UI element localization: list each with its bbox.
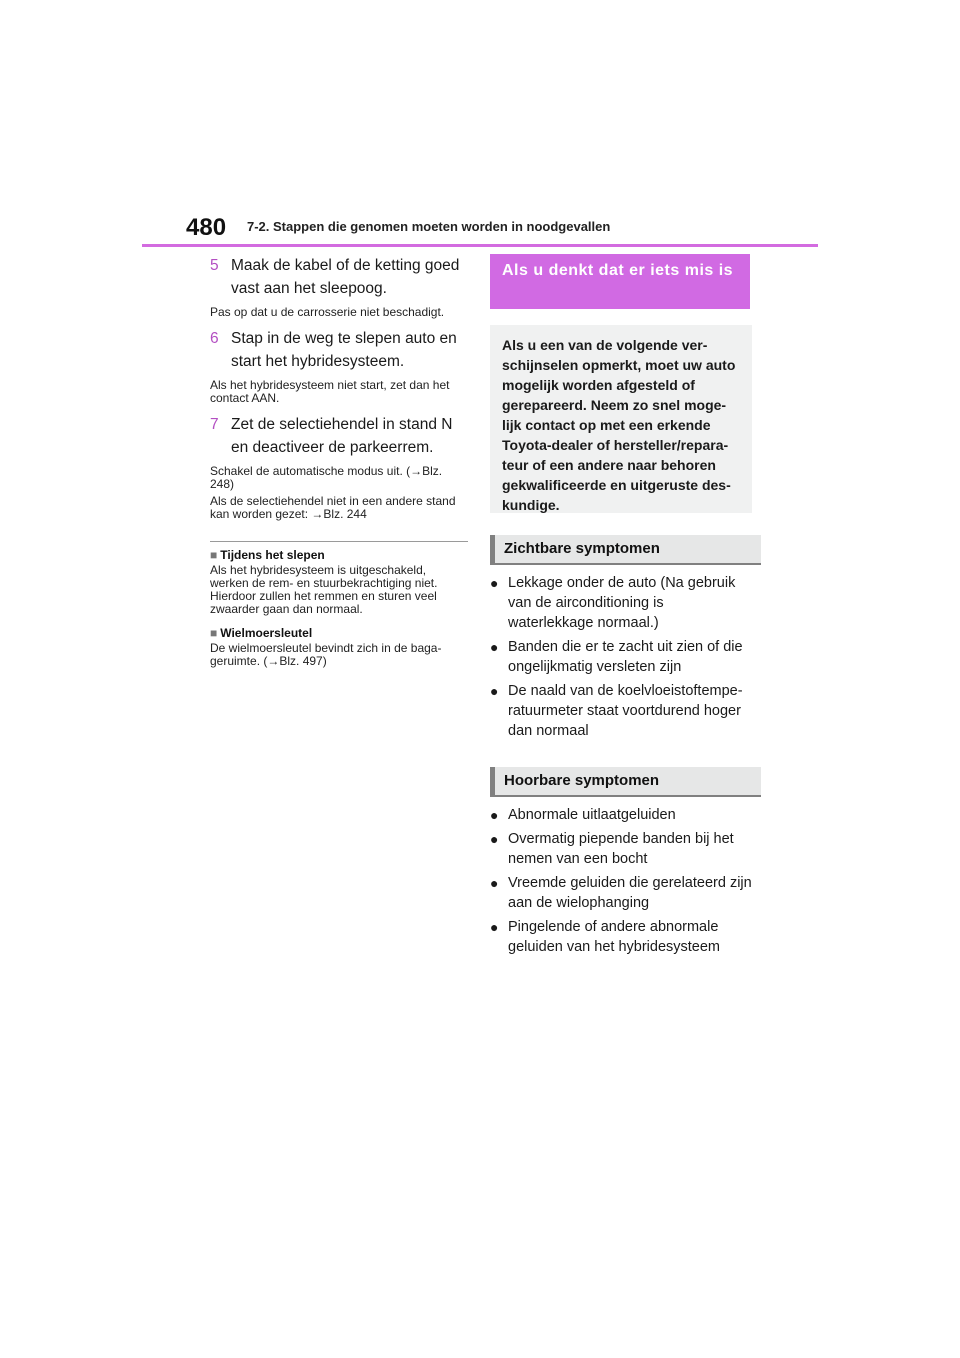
section-banner: Als u denkt dat er iets mis is bbox=[490, 254, 750, 309]
section-title: 7-2. Stappen die genomen moeten worden in noodgevallen bbox=[247, 219, 611, 234]
list-item bbox=[490, 873, 752, 913]
list-item bbox=[490, 573, 752, 633]
list-item-text: Pingelende of andere abnormale geluiden van het hybridesysteem bbox=[508, 919, 720, 955]
list-item-text: Banden die er te zacht uit zien of die ongelijkmatig versleten zijn bbox=[508, 639, 743, 675]
list-item bbox=[490, 681, 752, 741]
page-number: 480 bbox=[186, 214, 227, 241]
list-item-text: Overmatig piepende banden bij het nemen van een bocht bbox=[508, 831, 734, 867]
info-heading-wrench bbox=[210, 626, 468, 640]
left-column bbox=[210, 254, 468, 678]
step-note: Pas op dat u de carrosserie niet beschadigt. bbox=[210, 305, 445, 319]
step-text: Stap in de weg te slepen auto en start het hybridesysteem. bbox=[231, 330, 457, 370]
header-rule bbox=[142, 244, 818, 247]
step-number: 6 bbox=[210, 330, 219, 347]
step-note: Schakel de automatische modus uit. (→Blz. 248) bbox=[210, 464, 443, 491]
list-item-text: Lekkage onder de auto (Na gebruik van de airconditioning is waterlekkage normaal.) bbox=[508, 575, 736, 631]
list-item bbox=[490, 637, 752, 677]
info-heading-towing bbox=[210, 548, 468, 562]
bullet-icon: ● bbox=[490, 875, 499, 891]
bullet-icon: ● bbox=[490, 683, 499, 699]
step-text: Maak de kabel of de ketting goed vast aan het sleepoog. bbox=[231, 257, 460, 297]
info-heading-text: Tijdens het slepen bbox=[220, 548, 325, 562]
bullet-icon: ● bbox=[490, 575, 499, 591]
visible-symptoms-list bbox=[490, 573, 752, 741]
info-body: De wielmoersleutel bevindt zich in de baga-geruimte. (→Blz. 497) bbox=[210, 641, 442, 668]
list-item bbox=[490, 917, 752, 957]
step-number: 7 bbox=[210, 416, 219, 433]
list-item-text: De naald van de koelvloeistoftempe-ratuurmeter staat voortdurend hoger dan normaal bbox=[508, 683, 743, 739]
step-number: 5 bbox=[210, 257, 219, 274]
step-6 bbox=[210, 327, 468, 373]
bullet-icon: ● bbox=[490, 919, 499, 935]
bullet-icon: ● bbox=[490, 807, 499, 823]
bullet-icon: ● bbox=[490, 639, 499, 655]
step-text: Zet de selectiehendel in stand N en deactiveer de parkeerrem. bbox=[231, 416, 453, 456]
step-note: Als het hybridesysteem niet start, zet dan het contact AAN. bbox=[210, 378, 450, 405]
audible-symptoms-list bbox=[490, 805, 752, 957]
divider bbox=[210, 541, 468, 542]
step-5 bbox=[210, 254, 468, 300]
visible-symptoms-heading: Zichtbare symptomen bbox=[490, 535, 761, 565]
audible-symptoms-heading: Hoorbare symptomen bbox=[490, 767, 761, 797]
square-bullet-icon: ■ bbox=[210, 626, 218, 640]
intro-box: Als u een van de volgende ver-schijnselen opmerkt, moet uw auto mogelijk worden afgesteld of gerepareerd. Neem zo snel moge-lijk contact op met een erkende Toyota-dealer of hersteller/repara-teur of een andere naar behoren gekwalificeerde en uitgeruste des-kundige. bbox=[490, 325, 752, 513]
bullet-icon: ● bbox=[490, 831, 499, 847]
list-item-text: Vreemde geluiden die gerelateerd zijn aan de wielophanging bbox=[508, 875, 752, 911]
info-heading-text: Wielmoersleutel bbox=[220, 626, 313, 640]
list-item bbox=[490, 829, 752, 869]
step-note: Als de selectiehendel niet in een andere stand kan worden gezet: →Blz. 244 bbox=[210, 494, 456, 521]
right-column bbox=[490, 254, 752, 957]
list-item bbox=[490, 805, 752, 825]
info-body: Als het hybridesysteem is uitgeschakeld, werken de rem- en stuurbekrachtiging niet. Hierdoor zullen het remmen en sturen veel zwaarder gaan dan normaal. bbox=[210, 563, 438, 616]
square-bullet-icon: ■ bbox=[210, 548, 218, 562]
step-7 bbox=[210, 413, 468, 459]
list-item-text: Abnormale uitlaatgeluiden bbox=[508, 807, 676, 823]
